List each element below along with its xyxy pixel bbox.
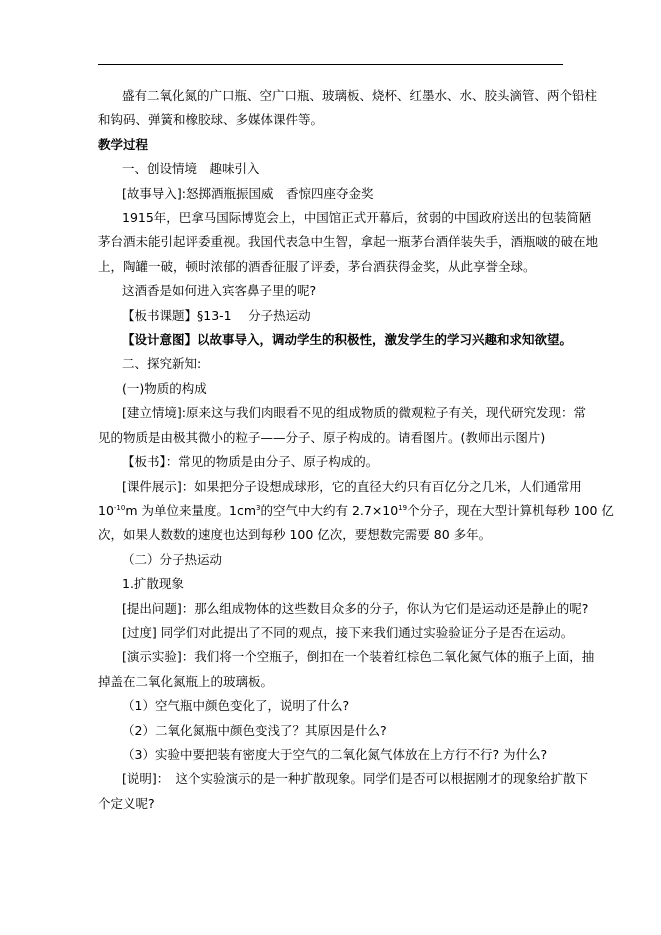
materials-line-1: 盛有二氧化氮的广口瓶、空广口瓶、玻璃板、烧杯、红墨水、水、胶头滴管、两个铅柱 xyxy=(122,88,598,103)
question-line: 这酒香是如何进入宾客鼻子里的呢? xyxy=(122,283,317,299)
story-paragraph-line-3: 上，陶罐一破，顿时浓郁的酒香征服了评委，茅台酒获得金奖，从此享誉全球。 xyxy=(98,258,536,274)
courseware-line-1: [课件展示]：如果把分子设想成球形，它的直径大约只有百亿分之几米，人们通常用 xyxy=(122,478,582,494)
header-rule xyxy=(98,64,563,65)
materials-line-2: 和钩码、弹簧和橡胶球、多媒体课件等。 xyxy=(98,112,324,128)
section-heading-teaching-process: 教学过程 xyxy=(98,136,149,152)
courseware-line-2-mid2: 的空气中大约有 2.7×10 xyxy=(260,502,399,518)
board-writing-line: 【板书】：常见的物质是由分子、原子构成的。 xyxy=(122,454,379,470)
transition-line: [过度] 同学们对此提出了不同的观点，接下来我们通过实验验证分子是否在运动。 xyxy=(122,624,574,640)
demo-experiment-line-2: 掉盖在二氧化氮瓶上的玻璃板。 xyxy=(98,673,274,689)
courseware-line-2 xyxy=(98,499,614,523)
part-two-heading: 二、探究新知: xyxy=(122,356,202,372)
exponent-nineteen: 19 xyxy=(398,503,408,512)
situation-line-2: 见的物质是由极其微小的粒子——分子、原子构成的。请看图片。(教师出示图片) xyxy=(98,429,546,445)
subsection-matter-composition: (一)物质的构成 xyxy=(122,380,207,396)
question-item-1: （1）空气瓶中颜色变化了，说明了什么? xyxy=(122,698,350,714)
story-paragraph-line-1: 1915年，巴拿马国际博览会上，中国馆正式开幕后，贫弱的中国政府送出的包装简陋 xyxy=(122,210,592,226)
question-item-3: （3）实验中要把装有密度大于空气的二氧化氮气体放在上方行不行? 为什么? xyxy=(122,746,548,762)
exponent-three: 3 xyxy=(256,503,261,512)
question-item-2: （2）二氧化氮瓶中颜色变浅了？其原因是什么? xyxy=(122,722,387,738)
explanation-line-2: 个定义呢? xyxy=(98,795,155,811)
part-one-heading: 一、创设情境 趣味引入 xyxy=(122,161,260,177)
courseware-line-3: 次，如果人数数的速度也达到每秒 100 亿次，要想数完需要 80 多年。 xyxy=(98,527,492,543)
subsection-molecular-motion: （二）分子热运动 xyxy=(122,551,223,567)
document-body xyxy=(98,84,614,816)
exponent-minus-ten: -10 xyxy=(113,503,126,512)
explanation-line-1: [说明]： 这个实验演示的是一种扩散现象。同学们是否可以根据刚才的现象给扩散下 xyxy=(122,771,589,787)
raise-question-line: [提出问题]：那么组成物体的这些数目众多的分子，你认为它们是运动还是静止的呢? xyxy=(122,600,589,616)
situation-line-1: [建立情境]:原来这与我们肉眼看不见的组成物质的微观粒子有关，现代研究发现：常 xyxy=(122,405,586,421)
story-paragraph-line-2: 茅台酒未能引起评委重视。我国代表急中生智，拿起一瓶茅台酒佯装失手，酒瓶啵的破在地 xyxy=(98,234,599,250)
story-intro-line: [故事导入]:怒掷酒瓶振国威 香惊四座夺金奖 xyxy=(122,185,374,201)
demo-experiment-line-1: [演示实验]：我们将一个空瓶子，倒扣在一个装着红棕色二氧化氮气体的瓶子上面，抽 xyxy=(122,649,595,665)
courseware-line-2-mid1: m 为单位来量度。1cm xyxy=(125,502,256,518)
board-title-line: 【板书课题】§13-1 分子热运动 xyxy=(122,307,311,323)
diffusion-heading: 1.扩散现象 xyxy=(122,576,184,592)
design-intent-line: 【设计意图】以故事导入，调动学生的积极性，激发学生的学习兴趣和求知欲望。 xyxy=(122,332,573,348)
courseware-line-2-pre: 10 xyxy=(98,502,114,518)
courseware-line-2-post: 个分子，现在大型计算机每秒 100 亿 xyxy=(407,502,614,518)
